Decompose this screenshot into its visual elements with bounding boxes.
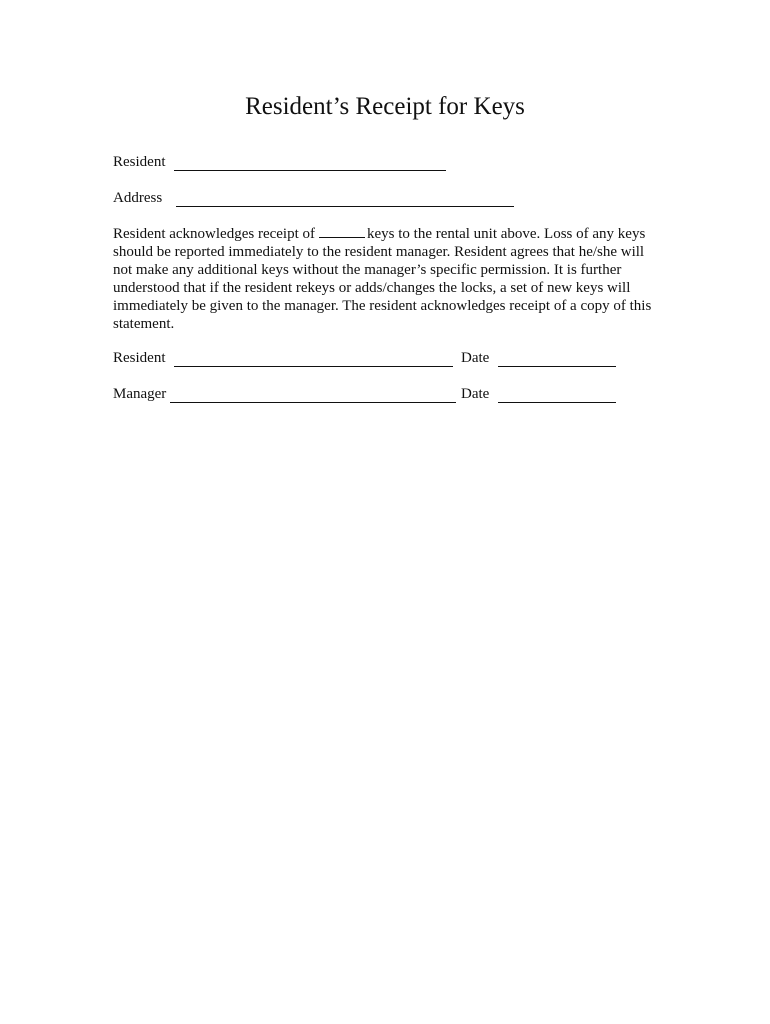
resident-date-label: Date — [461, 350, 490, 366]
manager-date-label: Date — [461, 386, 490, 402]
acknowledgement-paragraph — [113, 224, 673, 333]
manager-signature-row — [113, 385, 673, 403]
paragraph-line: not make any additional keys without the manager’s specific permission. It is further — [113, 262, 622, 278]
resident-date-group — [461, 349, 616, 367]
paragraph-line: statement. — [113, 316, 175, 332]
manager-date-field[interactable] — [498, 388, 616, 403]
resident-signature-label: Resident — [113, 350, 166, 366]
resident-date-field[interactable] — [498, 352, 616, 367]
address-row — [113, 189, 514, 207]
resident-name-field[interactable] — [174, 156, 446, 171]
paragraph-line — [113, 224, 673, 243]
page-title: Resident’s Receipt for Keys — [245, 93, 525, 120]
key-count-field[interactable] — [319, 224, 365, 238]
manager-date-group — [461, 385, 616, 403]
paragraph-line-1-end: keys to the rental unit above. Loss of any keys — [367, 226, 646, 242]
manager-signature-field[interactable] — [170, 388, 456, 403]
address-label: Address — [113, 190, 163, 206]
paragraph-line-1-start: Resident acknowledges receipt of — [113, 226, 316, 242]
resident-label: Resident — [113, 154, 166, 170]
address-field[interactable] — [176, 192, 514, 207]
paragraph-line: immediately be given to the manager. The resident acknowledges receipt of a copy of this — [113, 298, 652, 314]
manager-signature-label: Manager — [113, 386, 167, 402]
resident-signature-field[interactable] — [174, 352, 453, 367]
paragraph-line: understood that if the resident rekeys or adds/changes the locks, a set of new keys will — [113, 280, 631, 296]
resident-signature-row — [113, 349, 673, 367]
resident-row — [113, 153, 446, 171]
paragraph-line: should be reported immediately to the resident manager. Resident agrees that he/she will — [113, 244, 645, 260]
